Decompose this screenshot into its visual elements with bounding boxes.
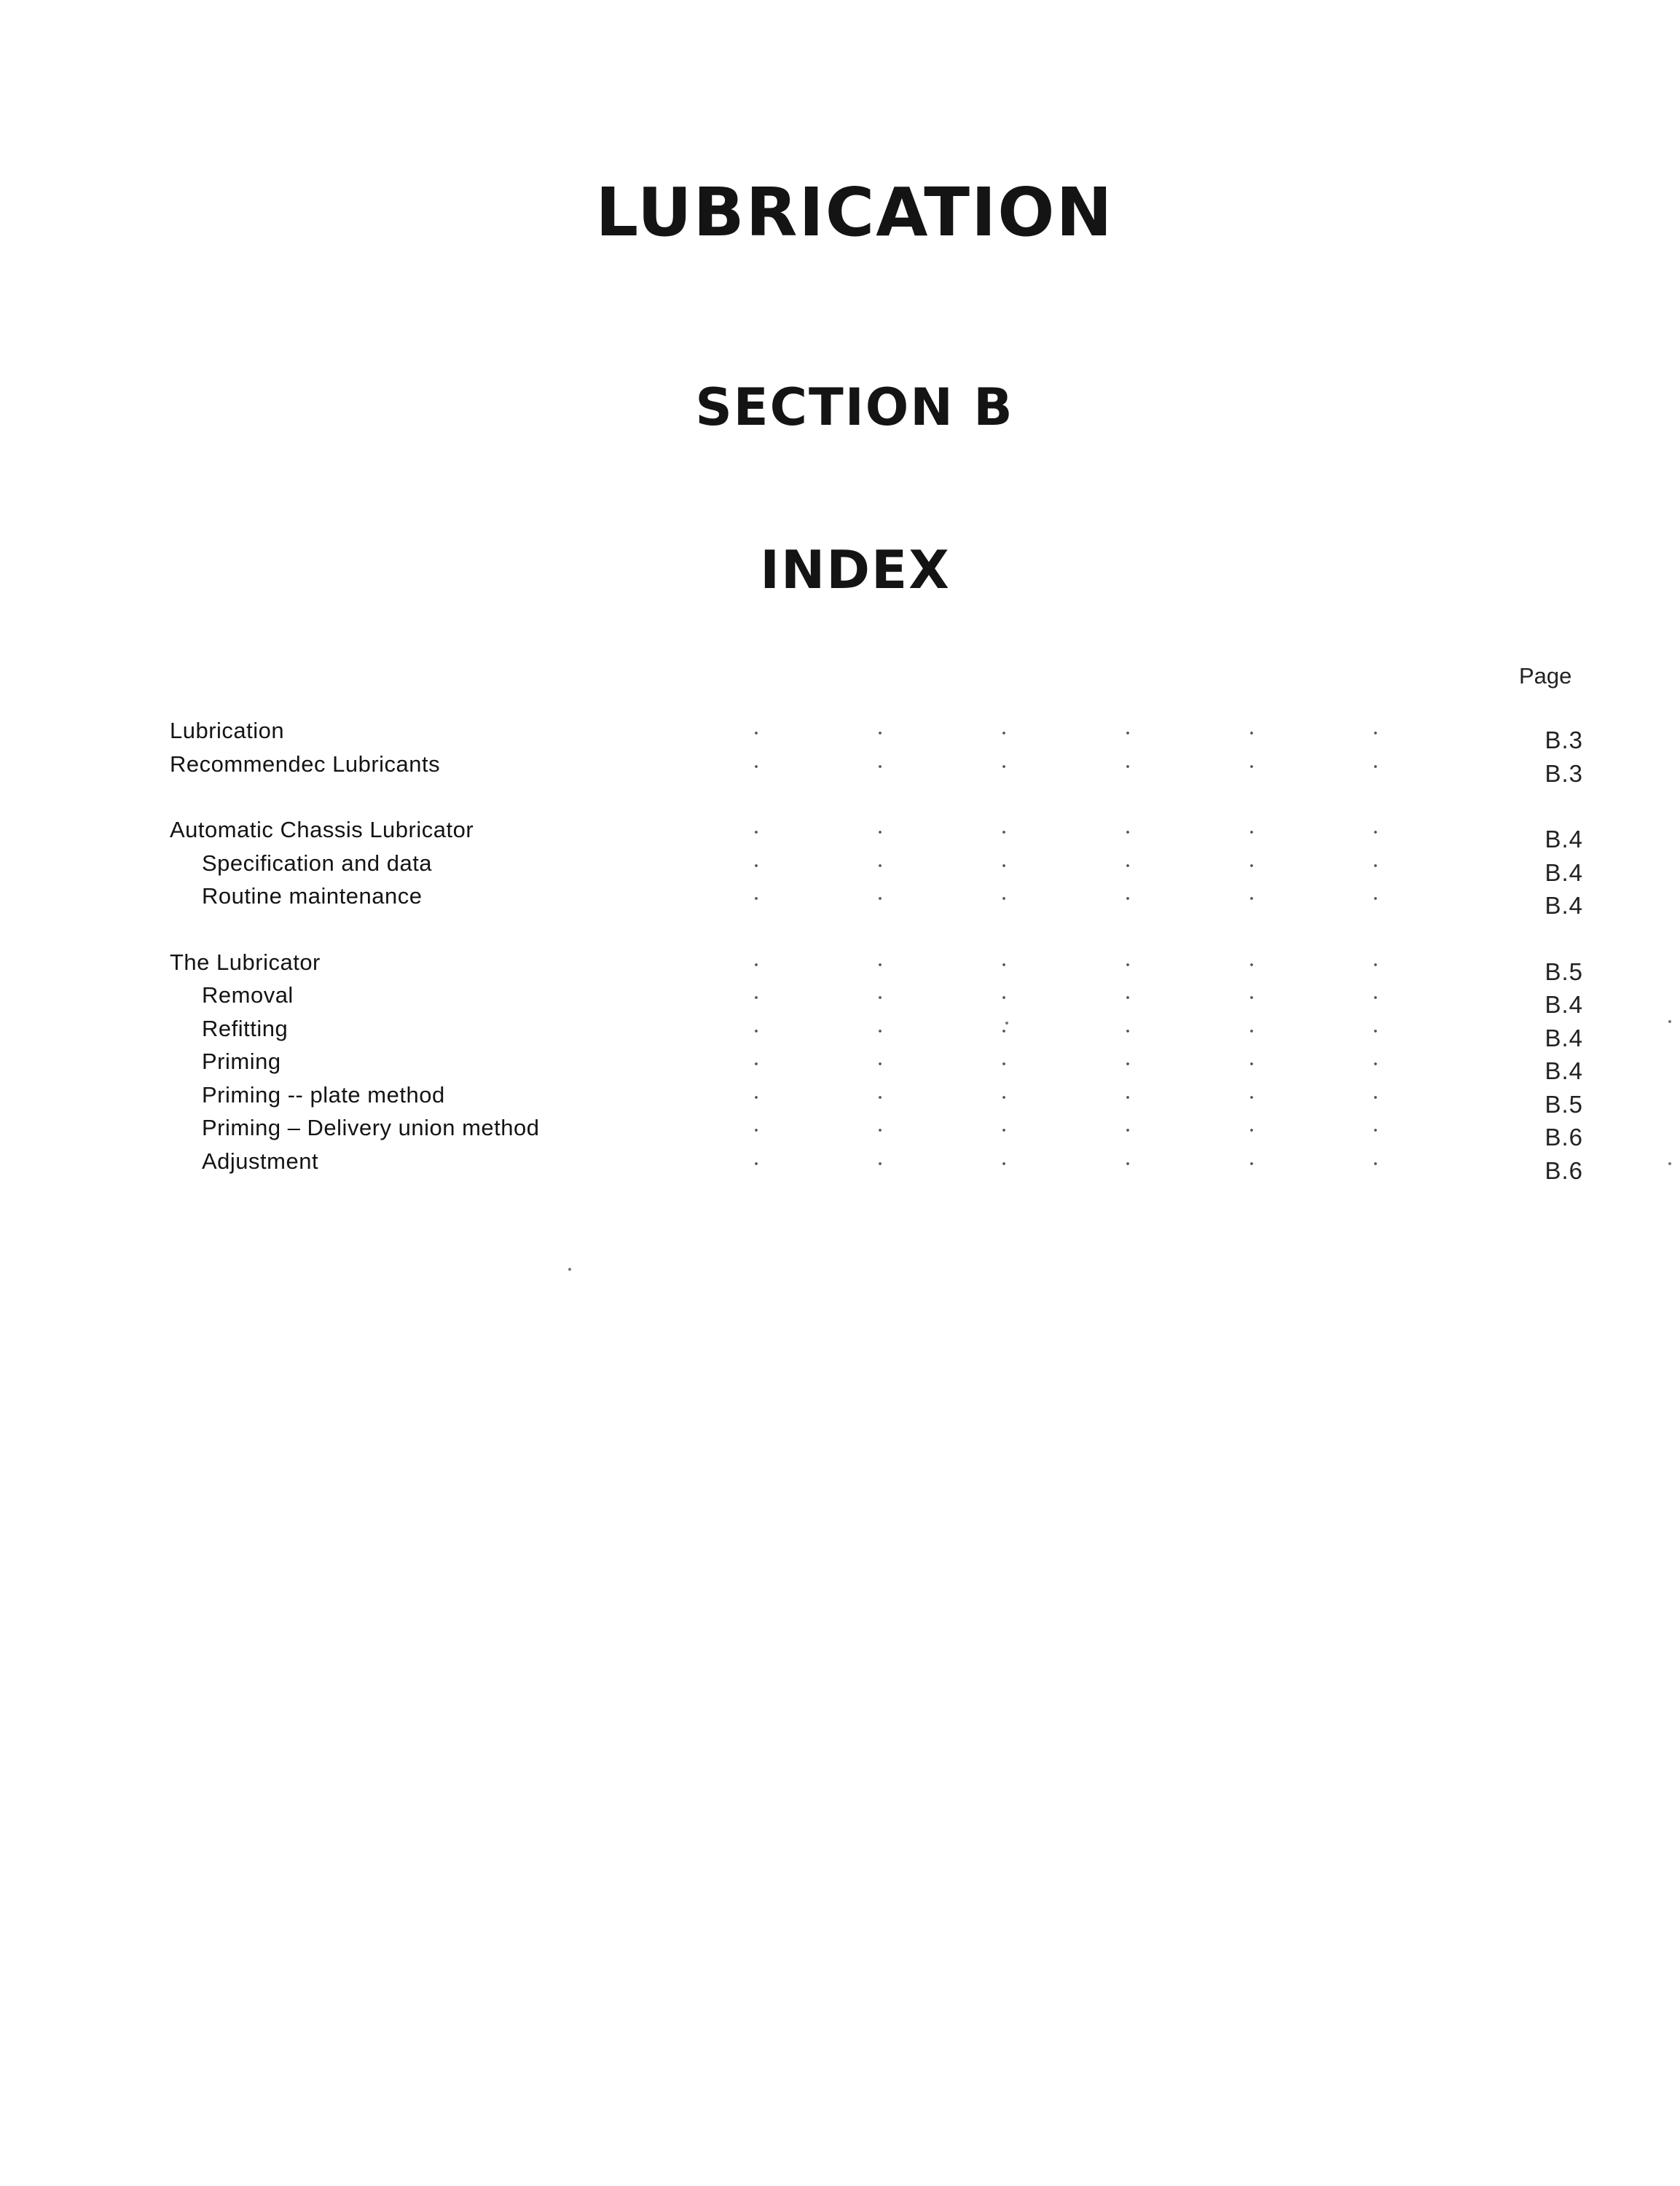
dot-leader <box>694 995 1459 1000</box>
dot-leader <box>694 764 1459 769</box>
dot-leader <box>694 963 1459 967</box>
index-group <box>170 817 1583 917</box>
entry-label: Removal <box>202 982 294 1008</box>
dot-leader <box>694 1161 1459 1166</box>
dot-leader <box>694 1095 1459 1100</box>
index-row <box>170 850 1583 884</box>
page-reference: B.5 <box>1544 957 1583 985</box>
entry-label: Priming – Delivery union method <box>202 1115 540 1140</box>
page-reference: B.3 <box>1544 759 1583 787</box>
index-group <box>170 718 1583 787</box>
index-row <box>170 1082 1583 1116</box>
page-reference: B.4 <box>1544 1024 1583 1051</box>
scan-speck <box>1668 1020 1671 1023</box>
entry-label: Priming -- plate method <box>202 1081 445 1108</box>
index-heading: INDEX <box>760 539 951 600</box>
entry-label: Priming <box>202 1049 281 1074</box>
page-reference: B.4 <box>1544 826 1583 853</box>
entry-label: The Lubricator <box>170 949 321 975</box>
index-group <box>170 949 1583 1182</box>
index-row <box>170 982 1583 1016</box>
entry-label: Specification and data <box>202 850 433 876</box>
page-title: LUBRICATION <box>595 173 1114 251</box>
entry-label: Refitting <box>202 1015 288 1041</box>
page-reference: B.6 <box>1544 1156 1583 1184</box>
index-row <box>170 751 1583 785</box>
dot-leader <box>694 1062 1459 1066</box>
entry-label: Routine maintenance <box>202 883 423 909</box>
scan-speck <box>1005 1022 1008 1025</box>
dot-leader <box>694 830 1459 834</box>
page-reference: B.6 <box>1544 1124 1583 1151</box>
page-reference: B.3 <box>1544 726 1583 753</box>
index-table <box>170 718 1583 1214</box>
page-column-header: Page <box>1519 663 1572 689</box>
page-reference: B.4 <box>1544 991 1583 1018</box>
scan-speck <box>1668 1162 1671 1165</box>
page-reference: B.4 <box>1544 858 1583 886</box>
index-row <box>170 1148 1583 1182</box>
index-row <box>170 817 1583 853</box>
page-reference: B.4 <box>1544 1057 1583 1084</box>
index-row <box>170 1115 1583 1151</box>
dot-leader <box>694 1128 1459 1132</box>
entry-label: Adjustment <box>202 1148 319 1174</box>
dot-leader <box>694 896 1459 901</box>
entry-label: Lubrication <box>170 718 285 743</box>
dot-leader <box>694 1029 1459 1033</box>
index-row <box>170 1016 1583 1049</box>
dot-leader <box>694 731 1459 735</box>
dot-leader <box>694 863 1459 868</box>
index-row <box>170 883 1583 917</box>
index-row <box>170 718 1583 751</box>
index-row <box>170 949 1583 983</box>
index-row <box>170 1049 1583 1082</box>
page-reference: B.4 <box>1544 892 1583 919</box>
section-heading: SECTION B <box>695 377 1014 437</box>
entry-label: Automatic Chassis Lubricator <box>170 817 474 842</box>
entry-label: Recommendec Lubricants <box>170 751 441 777</box>
scan-speck <box>568 1268 571 1271</box>
page-reference: B.5 <box>1544 1090 1583 1118</box>
